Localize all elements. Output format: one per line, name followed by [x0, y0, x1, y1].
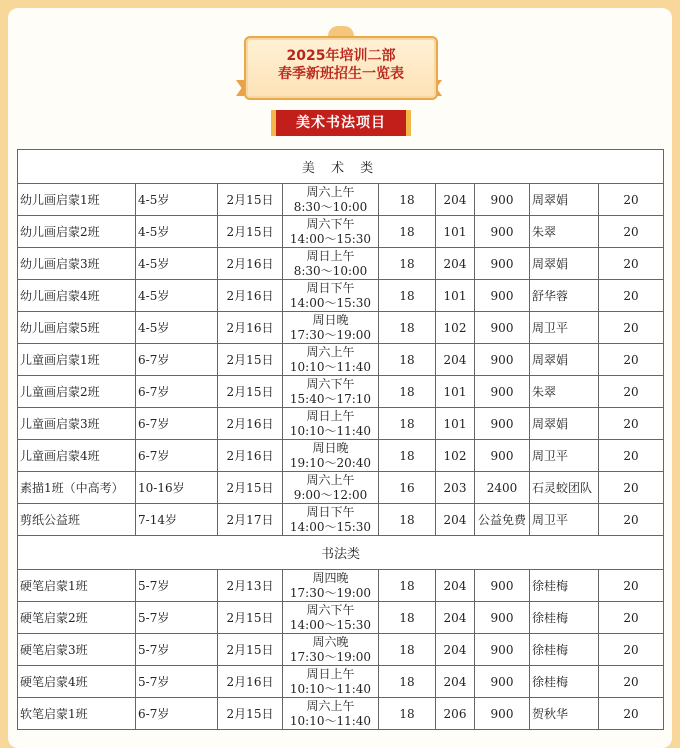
class-name-cell: 硬笔启蒙4班 [18, 666, 136, 698]
category-header-row [18, 150, 664, 184]
schedule-hours: 10:10～11:40 [289, 713, 372, 728]
class-name-cell: 剪纸公益班 [18, 504, 136, 536]
teacher-cell: 周翠娟 [530, 408, 599, 440]
capacity-cell: 20 [599, 376, 664, 408]
schedule-cell [283, 248, 379, 280]
table-row [18, 344, 664, 376]
table-row [18, 472, 664, 504]
fee-cell: 900 [475, 312, 530, 344]
table-row [18, 666, 664, 698]
schedule-cell [283, 504, 379, 536]
schedule-cell [283, 216, 379, 248]
table-row [18, 184, 664, 216]
start-date-cell: 2月15日 [218, 216, 283, 248]
capacity-cell: 20 [599, 602, 664, 634]
room-cell: 204 [436, 666, 475, 698]
age-cell: 6-7岁 [136, 376, 218, 408]
schedule-hours: 17:30～19:00 [289, 649, 372, 664]
capacity-cell: 20 [599, 344, 664, 376]
teacher-cell: 徐桂梅 [530, 634, 599, 666]
section-badge: 美术书法项目 [271, 110, 411, 136]
room-cell: 102 [436, 312, 475, 344]
capacity-cell: 20 [599, 472, 664, 504]
schedule-day: 周六上午 [306, 698, 355, 713]
class-name-cell: 幼儿画启蒙2班 [18, 216, 136, 248]
schedule-hours: 15:40～17:10 [289, 391, 372, 406]
schedule-hours: 8:30～10:00 [293, 199, 368, 214]
schedule-cell [283, 634, 379, 666]
teacher-cell: 石灵蛟团队 [530, 472, 599, 504]
class-name-cell: 硬笔启蒙1班 [18, 570, 136, 602]
table-row [18, 602, 664, 634]
schedule-cell [283, 602, 379, 634]
title-line-1: 2025年培训二部 [286, 48, 396, 64]
sessions-cell: 18 [379, 280, 436, 312]
room-cell: 101 [436, 280, 475, 312]
fee-cell: 900 [475, 570, 530, 602]
schedule-hours: 9:00～12:00 [293, 487, 368, 502]
table-row [18, 634, 664, 666]
table-row [18, 376, 664, 408]
schedule-cell [283, 440, 379, 472]
schedule-day: 周日下午 [306, 280, 355, 295]
teacher-cell: 舒华蓉 [530, 280, 599, 312]
class-name-cell: 幼儿画启蒙4班 [18, 280, 136, 312]
sessions-cell: 18 [379, 602, 436, 634]
capacity-cell: 20 [599, 408, 664, 440]
teacher-cell: 朱翠 [530, 376, 599, 408]
schedule-day: 周四晚 [312, 570, 349, 585]
age-cell: 6-7岁 [136, 698, 218, 730]
schedule-cell [283, 472, 379, 504]
table-row [18, 248, 664, 280]
schedule-cell [283, 408, 379, 440]
age-cell: 4-5岁 [136, 280, 218, 312]
fee-cell: 900 [475, 248, 530, 280]
start-date-cell: 2月15日 [218, 376, 283, 408]
start-date-cell: 2月15日 [218, 472, 283, 504]
age-cell: 7-14岁 [136, 504, 218, 536]
room-cell: 102 [436, 440, 475, 472]
teacher-cell: 周卫平 [530, 440, 599, 472]
schedule-day: 周六下午 [306, 602, 355, 617]
age-cell: 5-7岁 [136, 602, 218, 634]
class-name-cell: 素描1班（中高考） [18, 472, 136, 504]
room-cell: 204 [436, 344, 475, 376]
room-cell: 101 [436, 376, 475, 408]
schedule-hours: 17:30～19:00 [289, 585, 372, 600]
age-cell: 5-7岁 [136, 570, 218, 602]
start-date-cell: 2月16日 [218, 280, 283, 312]
schedule-day: 周日下午 [306, 504, 355, 519]
sessions-cell: 18 [379, 312, 436, 344]
schedule-cell [283, 570, 379, 602]
sessions-cell: 18 [379, 344, 436, 376]
age-cell: 4-5岁 [136, 312, 218, 344]
sessions-cell: 18 [379, 248, 436, 280]
teacher-cell: 周卫平 [530, 504, 599, 536]
capacity-cell: 20 [599, 666, 664, 698]
start-date-cell: 2月16日 [218, 248, 283, 280]
age-cell: 4-5岁 [136, 248, 218, 280]
fee-cell: 900 [475, 698, 530, 730]
teacher-cell: 贺秋华 [530, 698, 599, 730]
teacher-cell: 周翠娟 [530, 184, 599, 216]
sessions-cell: 18 [379, 408, 436, 440]
fee-cell: 900 [475, 666, 530, 698]
class-name-cell: 儿童画启蒙1班 [18, 344, 136, 376]
room-cell: 204 [436, 634, 475, 666]
schedule-hours: 14:00～15:30 [289, 617, 372, 632]
enrollment-table [17, 149, 664, 730]
sessions-cell: 18 [379, 504, 436, 536]
class-name-cell: 儿童画启蒙4班 [18, 440, 136, 472]
room-cell: 203 [436, 472, 475, 504]
schedule-hours: 19:10～20:40 [289, 455, 372, 470]
capacity-cell: 20 [599, 216, 664, 248]
start-date-cell: 2月15日 [218, 634, 283, 666]
table-row [18, 698, 664, 730]
schedule-day: 周日上午 [306, 408, 355, 423]
teacher-cell: 周卫平 [530, 312, 599, 344]
table-row [18, 312, 664, 344]
schedule-hours: 10:10～11:40 [289, 423, 372, 438]
room-cell: 204 [436, 504, 475, 536]
schedule-day: 周六上午 [306, 344, 355, 359]
room-cell: 204 [436, 248, 475, 280]
fee-cell: 900 [475, 184, 530, 216]
capacity-cell: 20 [599, 280, 664, 312]
teacher-cell: 朱翠 [530, 216, 599, 248]
table-row [18, 216, 664, 248]
class-name-cell: 硬笔启蒙2班 [18, 602, 136, 634]
capacity-cell: 20 [599, 184, 664, 216]
capacity-cell: 20 [599, 312, 664, 344]
schedule-cell [283, 376, 379, 408]
table-row [18, 440, 664, 472]
sessions-cell: 18 [379, 376, 436, 408]
start-date-cell: 2月15日 [218, 184, 283, 216]
schedule-day: 周六晚 [312, 634, 349, 649]
schedule-hours: 14:00～15:30 [289, 295, 372, 310]
table-row [18, 504, 664, 536]
age-cell: 6-7岁 [136, 408, 218, 440]
fee-cell: 900 [475, 634, 530, 666]
teacher-cell: 徐桂梅 [530, 666, 599, 698]
sessions-cell: 18 [379, 666, 436, 698]
schedule-cell [283, 698, 379, 730]
class-name-cell: 儿童画启蒙3班 [18, 408, 136, 440]
capacity-cell: 20 [599, 248, 664, 280]
capacity-cell: 20 [599, 440, 664, 472]
sessions-cell: 18 [379, 570, 436, 602]
table-row [18, 280, 664, 312]
room-cell: 206 [436, 698, 475, 730]
age-cell: 6-7岁 [136, 344, 218, 376]
start-date-cell: 2月16日 [218, 666, 283, 698]
start-date-cell: 2月16日 [218, 440, 283, 472]
schedule-hours: 17:30～19:00 [289, 327, 372, 342]
age-cell: 4-5岁 [136, 216, 218, 248]
fee-cell: 900 [475, 216, 530, 248]
start-date-cell: 2月15日 [218, 602, 283, 634]
schedule-day: 周六上午 [306, 472, 355, 487]
schedule-hours: 14:00～15:30 [289, 519, 372, 534]
age-cell: 6-7岁 [136, 440, 218, 472]
room-cell: 204 [436, 570, 475, 602]
age-cell: 4-5岁 [136, 184, 218, 216]
sessions-cell: 18 [379, 184, 436, 216]
table-body [18, 150, 664, 730]
start-date-cell: 2月15日 [218, 344, 283, 376]
sessions-cell: 18 [379, 216, 436, 248]
room-cell: 101 [436, 408, 475, 440]
sessions-cell: 18 [379, 698, 436, 730]
age-cell: 5-7岁 [136, 666, 218, 698]
sessions-cell: 16 [379, 472, 436, 504]
sessions-cell: 18 [379, 634, 436, 666]
schedule-day: 周六上午 [306, 184, 355, 199]
schedule-day: 周六下午 [306, 216, 355, 231]
schedule-cell [283, 312, 379, 344]
fee-cell: 900 [475, 376, 530, 408]
start-date-cell: 2月15日 [218, 698, 283, 730]
class-name-cell: 幼儿画启蒙3班 [18, 248, 136, 280]
teacher-cell: 周翠娟 [530, 248, 599, 280]
class-name-cell: 软笔启蒙1班 [18, 698, 136, 730]
fee-cell: 2400 [475, 472, 530, 504]
capacity-cell: 20 [599, 570, 664, 602]
teacher-cell: 徐桂梅 [530, 570, 599, 602]
age-cell: 10-16岁 [136, 472, 218, 504]
room-cell: 204 [436, 184, 475, 216]
start-date-cell: 2月16日 [218, 312, 283, 344]
title-line-2: 春季新班招生一览表 [278, 66, 404, 82]
class-name-cell: 幼儿画启蒙5班 [18, 312, 136, 344]
schedule-hours: 8:30～10:00 [293, 263, 368, 278]
schedule-day: 周日晚 [312, 312, 349, 327]
schedule-hours: 10:10～11:40 [289, 681, 372, 696]
schedule-cell [283, 666, 379, 698]
teacher-cell: 周翠娟 [530, 344, 599, 376]
sessions-cell: 18 [379, 440, 436, 472]
fee-cell: 公益免费 [475, 504, 530, 536]
capacity-cell: 20 [599, 634, 664, 666]
start-date-cell: 2月16日 [218, 408, 283, 440]
fee-cell: 900 [475, 440, 530, 472]
schedule-cell [283, 184, 379, 216]
fee-cell: 900 [475, 280, 530, 312]
schedule-day: 周日上午 [306, 248, 355, 263]
class-name-cell: 硬笔启蒙3班 [18, 634, 136, 666]
room-cell: 204 [436, 602, 475, 634]
start-date-cell: 2月13日 [218, 570, 283, 602]
capacity-cell: 20 [599, 698, 664, 730]
start-date-cell: 2月17日 [218, 504, 283, 536]
schedule-day: 周日晚 [312, 440, 349, 455]
schedule-hours: 14:00～15:30 [289, 231, 372, 246]
schedule-cell [283, 280, 379, 312]
teacher-cell: 徐桂梅 [530, 602, 599, 634]
schedule-day: 周六下午 [306, 376, 355, 391]
room-cell: 101 [436, 216, 475, 248]
category-title: 美 术 类 [18, 150, 664, 184]
fee-cell: 900 [475, 602, 530, 634]
category-header-row [18, 536, 664, 570]
schedule-cell [283, 344, 379, 376]
class-name-cell: 幼儿画启蒙1班 [18, 184, 136, 216]
capacity-cell: 20 [599, 504, 664, 536]
fee-cell: 900 [475, 408, 530, 440]
fee-cell: 900 [475, 344, 530, 376]
table-row [18, 570, 664, 602]
class-name-cell: 儿童画启蒙2班 [18, 376, 136, 408]
age-cell: 5-7岁 [136, 634, 218, 666]
table-row [18, 408, 664, 440]
category-title: 书法类 [18, 536, 664, 570]
schedule-day: 周日上午 [306, 666, 355, 681]
schedule-hours: 10:10～11:40 [289, 359, 372, 374]
title-plaque [244, 36, 438, 100]
